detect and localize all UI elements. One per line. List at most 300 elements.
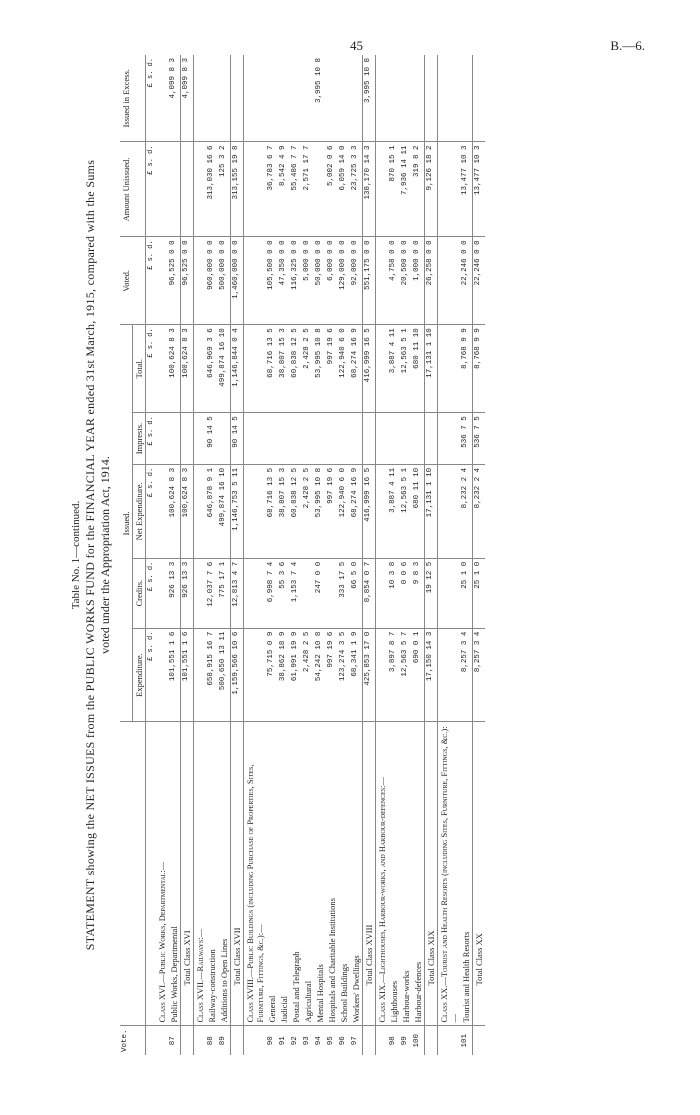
statement-subtitle: voted under the Appropriation Act, 1914. bbox=[97, 456, 112, 654]
vote-number: 90 bbox=[266, 1036, 275, 1046]
vote-number: 97 bbox=[350, 1036, 359, 1046]
issues-table bbox=[120, 55, 485, 1055]
empty-cell bbox=[156, 142, 168, 237]
total-header: Total. bbox=[132, 325, 145, 413]
total-unissued: 9,126 18 2 bbox=[424, 142, 437, 237]
units-label: £ s. d. bbox=[145, 55, 156, 142]
vote-cell bbox=[472, 1026, 485, 1055]
empty-cell bbox=[156, 413, 168, 465]
net-expenditure-header: Net Expenditure. bbox=[132, 464, 145, 558]
table-number: Table No. 1—continued. bbox=[70, 500, 82, 610]
amount-voted: 500,000 0 0 bbox=[218, 237, 231, 325]
amount-cred: 55 3 6 bbox=[278, 558, 290, 628]
amount-cred: 247 0 0 bbox=[314, 558, 326, 628]
amount-cred: 12,037 7 6 bbox=[206, 558, 218, 628]
empty-cell bbox=[193, 325, 206, 413]
class-title: Class XVII.—Railways:— bbox=[193, 722, 206, 1026]
empty-cell bbox=[243, 55, 266, 142]
amount-cred: 1,153 7 4 bbox=[290, 558, 302, 628]
total-exp: 17,150 14 3 bbox=[424, 628, 437, 722]
amount-net: 60,838 12 5 bbox=[290, 464, 302, 558]
empty-cell bbox=[375, 325, 388, 413]
amount-voted: 116,325 0 0 bbox=[290, 237, 302, 325]
amount-net: 3,887 4 11 bbox=[388, 464, 400, 558]
total-exp: 1,159,566 10 6 bbox=[230, 628, 243, 722]
class-total-label: Total Class XVIII bbox=[362, 722, 375, 1026]
total-voted: 22,246 0 0 bbox=[472, 237, 485, 325]
amount-excess bbox=[326, 55, 338, 142]
amount-exp: 3,897 8 7 bbox=[388, 628, 400, 722]
empty-cell bbox=[156, 325, 168, 413]
vote-number: 96 bbox=[338, 1036, 347, 1046]
total-cred: 926 13 3 bbox=[180, 558, 193, 628]
empty-cell bbox=[375, 464, 388, 558]
vote-number: 87 bbox=[168, 1036, 177, 1046]
class-total-row bbox=[180, 55, 193, 1055]
amount-total: 53,995 10 8 bbox=[314, 325, 326, 413]
item-label: Mental Hospitals bbox=[314, 722, 326, 1026]
title-block bbox=[70, 55, 112, 1055]
total-excess bbox=[230, 55, 243, 142]
class-total-row bbox=[472, 55, 485, 1055]
amount-excess bbox=[278, 55, 290, 142]
units-label: £ s. d. bbox=[145, 628, 156, 722]
amount-total: 680 11 10 bbox=[412, 325, 425, 413]
amount-excess bbox=[218, 55, 231, 142]
total-total: 1,146,844 0 4 bbox=[230, 325, 243, 413]
class-title: Class XVIII.—Public Buildings (including Purchase of Properties, Sites, Furniture, Fittings, &c.):— bbox=[243, 722, 266, 1026]
amount-imp bbox=[290, 413, 302, 465]
amount-cred: 333 17 5 bbox=[338, 558, 350, 628]
amount-excess: 3,995 10 8 bbox=[314, 55, 326, 142]
vote-number: 92 bbox=[290, 1036, 299, 1046]
amount-voted: 22,246 0 0 bbox=[460, 237, 473, 325]
amount-unissued: 7,936 14 11 bbox=[400, 142, 412, 237]
amount-exp: 54,242 10 8 bbox=[314, 628, 326, 722]
amount-imp bbox=[302, 413, 314, 465]
vote-cell bbox=[375, 1026, 388, 1055]
vote-number: 99 bbox=[400, 1036, 409, 1046]
amount-unissued: 13,477 10 3 bbox=[460, 142, 473, 237]
amount-voted: 96,525 0 0 bbox=[168, 237, 181, 325]
amount-voted: 129,000 0 0 bbox=[338, 237, 350, 325]
item-label: Hospitals and Charitable Institutions bbox=[326, 722, 338, 1026]
item-label: Railway-construction bbox=[206, 722, 218, 1026]
total-total: 17,131 1 10 bbox=[424, 325, 437, 413]
total-excess: 3,995 10 8 bbox=[362, 55, 375, 142]
description-header bbox=[120, 722, 146, 1026]
empty-cell bbox=[375, 628, 388, 722]
total-total: 8,768 9 9 bbox=[472, 325, 485, 413]
amount-cred: 66 5 0 bbox=[350, 558, 363, 628]
class-heading-row bbox=[375, 55, 388, 1055]
amount-cred: 6,998 7 4 bbox=[266, 558, 278, 628]
amount-unissued: 8,542 4 9 bbox=[278, 142, 290, 237]
vote-cell bbox=[424, 1026, 437, 1055]
vote-cell bbox=[230, 1026, 243, 1055]
empty-cell bbox=[437, 464, 460, 558]
amount-exp: 38,862 18 9 bbox=[278, 628, 290, 722]
amount-cred: 10 3 8 bbox=[388, 558, 400, 628]
amount-net: 68,274 16 9 bbox=[350, 464, 363, 558]
empty-cell bbox=[243, 413, 266, 465]
empty-cell bbox=[375, 55, 388, 142]
amount-excess bbox=[460, 55, 473, 142]
class-total-label: Total Class XIX bbox=[424, 722, 437, 1026]
total-exp: 101,551 1 6 bbox=[180, 628, 193, 722]
item-label: Lighthouses bbox=[388, 722, 400, 1026]
class-heading-row bbox=[243, 55, 266, 1055]
table-row bbox=[350, 55, 363, 1055]
total-voted: 26,258 0 0 bbox=[424, 237, 437, 325]
empty-cell bbox=[437, 413, 460, 465]
table-row bbox=[326, 55, 338, 1055]
vote-cell bbox=[180, 1026, 193, 1055]
amount-unissued: 55,486 7 7 bbox=[290, 142, 302, 237]
vote-number: 101 bbox=[460, 1033, 469, 1048]
empty-cell bbox=[437, 325, 460, 413]
item-label: Judicial bbox=[278, 722, 290, 1026]
vote-cell bbox=[362, 1026, 375, 1055]
amount-net: 680 11 10 bbox=[412, 464, 425, 558]
amount-total: 68,274 16 9 bbox=[350, 325, 363, 413]
empty-cell bbox=[193, 55, 206, 142]
item-label: Public Works, Departmental bbox=[168, 722, 181, 1026]
amount-total: 38,807 15 3 bbox=[278, 325, 290, 413]
amount-net: 646,878 9 1 bbox=[206, 464, 218, 558]
amount-net: 53,995 10 8 bbox=[314, 464, 326, 558]
amount-exp: 2,428 2 5 bbox=[302, 628, 314, 722]
amount-imp bbox=[338, 413, 350, 465]
credits-header: Credits. bbox=[132, 558, 145, 628]
table-row bbox=[302, 55, 314, 1055]
class-heading-row bbox=[437, 55, 460, 1055]
amount-excess bbox=[302, 55, 314, 142]
amount-excess bbox=[412, 55, 425, 142]
amount-unissued: 5,002 0 6 bbox=[326, 142, 338, 237]
amount-imp bbox=[412, 413, 425, 465]
amount-excess bbox=[290, 55, 302, 142]
vote-number: 100 bbox=[412, 1033, 421, 1048]
total-exp: 425,853 17 0 bbox=[362, 628, 375, 722]
table-row bbox=[400, 55, 412, 1055]
amount-excess bbox=[206, 55, 218, 142]
empty-cell bbox=[156, 237, 168, 325]
empty-cell bbox=[243, 325, 266, 413]
amount-total: 997 19 6 bbox=[326, 325, 338, 413]
amount-excess bbox=[350, 55, 363, 142]
empty-cell bbox=[193, 413, 206, 465]
class-total-row bbox=[230, 55, 243, 1055]
empty-cell bbox=[375, 558, 388, 628]
units-label: £ s. d. bbox=[145, 413, 156, 465]
vote-number: 91 bbox=[278, 1036, 287, 1046]
class-title: Class XX.—Tourist and Health Resorts (including Sites, Furniture, Fittings, &c.):— bbox=[437, 722, 460, 1026]
units-label: £ s. d. bbox=[145, 325, 156, 413]
empty-cell bbox=[156, 628, 168, 722]
vote-number: 95 bbox=[326, 1036, 335, 1046]
total-exp: 8,257 3 4 bbox=[472, 628, 485, 722]
vote-cell bbox=[193, 1026, 206, 1055]
amount-exp: 68,341 1 9 bbox=[350, 628, 363, 722]
item-label: School Buildings bbox=[338, 722, 350, 1026]
amount-unissued bbox=[168, 142, 181, 237]
amount-total: 122,940 6 0 bbox=[338, 325, 350, 413]
total-total: 416,999 16 5 bbox=[362, 325, 375, 413]
table-row bbox=[168, 55, 181, 1055]
vote-cell bbox=[243, 1026, 266, 1055]
total-net: 416,999 16 5 bbox=[362, 464, 375, 558]
item-label: Additions to Open Lines bbox=[218, 722, 231, 1026]
empty-cell bbox=[156, 558, 168, 628]
vote-cell bbox=[156, 1026, 168, 1055]
item-label: General bbox=[266, 722, 278, 1026]
class-total-label: Total Class XVI bbox=[180, 722, 193, 1026]
total-unissued: 138,170 14 3 bbox=[362, 142, 375, 237]
amount-exp: 12,563 5 7 bbox=[400, 628, 412, 722]
amount-net: 499,874 16 10 bbox=[218, 464, 231, 558]
total-voted: 96,525 0 0 bbox=[180, 237, 193, 325]
amount-voted: 47,350 0 0 bbox=[278, 237, 290, 325]
excess-header: Issued in Excess. bbox=[120, 55, 146, 142]
amount-voted: 1,000 0 0 bbox=[412, 237, 425, 325]
total-unissued: 313,155 19 8 bbox=[230, 142, 243, 237]
page-reference: B.—6. bbox=[610, 38, 645, 53]
class-total-label: Total Class XVII bbox=[230, 722, 243, 1026]
total-net: 100,624 8 3 bbox=[180, 464, 193, 558]
empty-cell bbox=[243, 464, 266, 558]
amount-total: 60,838 12 5 bbox=[290, 325, 302, 413]
amount-unissued: 125 3 2 bbox=[218, 142, 231, 237]
amount-cred: 926 13 3 bbox=[168, 558, 181, 628]
total-voted: 1,460,000 0 0 bbox=[230, 237, 243, 325]
imprests-header: Imprests. bbox=[132, 413, 145, 465]
amount-cred bbox=[326, 558, 338, 628]
amount-exp: 658,915 16 7 bbox=[206, 628, 218, 722]
total-imp bbox=[424, 413, 437, 465]
amount-net: 122,940 6 0 bbox=[338, 464, 350, 558]
amount-exp: 500,650 13 11 bbox=[218, 628, 231, 722]
class-title: Class XIX.—Lighthouses, Harbour-works, and Harbour-defences:— bbox=[375, 722, 388, 1026]
amount-exp: 75,715 0 9 bbox=[266, 628, 278, 722]
amount-cred: 775 17 1 bbox=[218, 558, 231, 628]
amount-imp bbox=[388, 413, 400, 465]
amount-net: 2,428 2 5 bbox=[302, 464, 314, 558]
class-title: Class XVI.—Public Works, Departmental:— bbox=[156, 722, 168, 1026]
total-excess bbox=[472, 55, 485, 142]
total-unissued bbox=[180, 142, 193, 237]
class-heading-row bbox=[156, 55, 168, 1055]
units-label: £ s. d. bbox=[145, 237, 156, 325]
total-net: 8,232 2 4 bbox=[472, 464, 485, 558]
amount-cred: 25 1 0 bbox=[460, 558, 473, 628]
amount-unissued: 23,725 3 3 bbox=[350, 142, 363, 237]
item-label: Workers' Dwellings bbox=[350, 722, 363, 1026]
amount-total: 68,716 13 5 bbox=[266, 325, 278, 413]
total-excess bbox=[424, 55, 437, 142]
total-net: 17,131 1 10 bbox=[424, 464, 437, 558]
amount-imp bbox=[218, 413, 231, 465]
empty-cell bbox=[193, 628, 206, 722]
table-row bbox=[266, 55, 278, 1055]
total-imp: 90 14 5 bbox=[230, 413, 243, 465]
amount-imp bbox=[314, 413, 326, 465]
amount-unissued: 319 8 2 bbox=[412, 142, 425, 237]
amount-exp: 101,551 1 6 bbox=[168, 628, 181, 722]
amount-net: 100,624 8 3 bbox=[168, 464, 181, 558]
empty-cell bbox=[243, 142, 266, 237]
amount-excess bbox=[338, 55, 350, 142]
amount-voted: 6,000 0 0 bbox=[326, 237, 338, 325]
amount-excess bbox=[266, 55, 278, 142]
empty-cell bbox=[437, 558, 460, 628]
table-row bbox=[460, 55, 473, 1055]
units-label: £ s. d. bbox=[145, 464, 156, 558]
class-total-row bbox=[424, 55, 437, 1055]
empty-cell bbox=[437, 55, 460, 142]
table-row bbox=[388, 55, 400, 1055]
amount-total: 8,768 9 9 bbox=[460, 325, 473, 413]
amount-imp bbox=[266, 413, 278, 465]
amount-imp bbox=[326, 413, 338, 465]
amount-exp: 123,274 3 5 bbox=[338, 628, 350, 722]
total-imp: 536 7 5 bbox=[472, 413, 485, 465]
amount-total: 12,563 5 1 bbox=[400, 325, 412, 413]
table-row bbox=[278, 55, 290, 1055]
empty-cell bbox=[193, 142, 206, 237]
total-total: 100,624 8 3 bbox=[180, 325, 193, 413]
amount-unissued: 313,030 16 6 bbox=[206, 142, 218, 237]
vote-cell bbox=[437, 1026, 460, 1055]
item-label: Postal and Telegraph bbox=[290, 722, 302, 1026]
empty-cell bbox=[156, 55, 168, 142]
total-cred: 12,813 4 7 bbox=[230, 558, 243, 628]
amount-imp bbox=[350, 413, 363, 465]
amount-excess: 4,099 8 3 bbox=[168, 55, 181, 142]
amount-net: 12,563 5 1 bbox=[400, 464, 412, 558]
amount-imp bbox=[278, 413, 290, 465]
amount-unissued: 2,571 17 7 bbox=[302, 142, 314, 237]
item-label: Harbour-defences bbox=[412, 722, 425, 1026]
vote-number: 98 bbox=[388, 1036, 397, 1046]
voted-header: Voted. bbox=[120, 237, 146, 325]
amount-exp: 690 0 1 bbox=[412, 628, 425, 722]
empty-cell bbox=[375, 413, 388, 465]
total-cred: 19 12 5 bbox=[424, 558, 437, 628]
amount-unissued: 870 15 1 bbox=[388, 142, 400, 237]
empty-cell bbox=[437, 142, 460, 237]
table-row bbox=[314, 55, 326, 1055]
total-imp bbox=[362, 413, 375, 465]
amount-exp: 61,991 19 9 bbox=[290, 628, 302, 722]
rotated-statement-page bbox=[70, 55, 650, 1055]
total-excess: 4,099 8 3 bbox=[180, 55, 193, 142]
empty-cell bbox=[437, 237, 460, 325]
amount-cred bbox=[302, 558, 314, 628]
item-label: Tourist and Health Resorts bbox=[460, 722, 473, 1026]
amount-voted: 960,000 0 0 bbox=[206, 237, 218, 325]
unissued-header: Amount Unissued. bbox=[120, 142, 146, 237]
page-number: 45 bbox=[350, 38, 363, 53]
amount-voted: 50,000 0 0 bbox=[314, 237, 326, 325]
item-label: Harbour-works bbox=[400, 722, 412, 1026]
total-imp bbox=[180, 413, 193, 465]
table-row bbox=[290, 55, 302, 1055]
amount-total: 2,428 2 5 bbox=[302, 325, 314, 413]
amount-net: 997 19 6 bbox=[326, 464, 338, 558]
total-voted: 551,175 0 0 bbox=[362, 237, 375, 325]
empty-cell bbox=[193, 464, 206, 558]
class-total-row bbox=[362, 55, 375, 1055]
empty-cell bbox=[156, 464, 168, 558]
amount-imp: 536 7 5 bbox=[460, 413, 473, 465]
units-label: £ s. d. bbox=[145, 558, 156, 628]
total-cred: 8,854 0 7 bbox=[362, 558, 375, 628]
amount-unissued bbox=[314, 142, 326, 237]
amount-imp: 90 14 5 bbox=[206, 413, 218, 465]
table-row bbox=[338, 55, 350, 1055]
amount-exp: 997 19 6 bbox=[326, 628, 338, 722]
amount-unissued: 36,783 6 7 bbox=[266, 142, 278, 237]
amount-voted: 92,000 0 0 bbox=[350, 237, 363, 325]
amount-voted: 4,758 0 0 bbox=[388, 237, 400, 325]
total-unissued: 13,477 10 3 bbox=[472, 142, 485, 237]
empty-cell bbox=[375, 142, 388, 237]
table-row bbox=[218, 55, 231, 1055]
amount-total: 100,624 8 3 bbox=[168, 325, 181, 413]
class-heading-row bbox=[193, 55, 206, 1055]
amount-total: 499,874 16 10 bbox=[218, 325, 231, 413]
table-body bbox=[156, 55, 485, 1055]
units-label: £ s. d. bbox=[145, 142, 156, 237]
amount-net: 8,232 2 4 bbox=[460, 464, 473, 558]
vote-number: 89 bbox=[218, 1036, 227, 1046]
amount-net: 68,716 13 5 bbox=[266, 464, 278, 558]
amount-net: 38,807 15 3 bbox=[278, 464, 290, 558]
issued-header: Issued. bbox=[120, 325, 133, 722]
empty-cell bbox=[375, 237, 388, 325]
empty-cell bbox=[243, 558, 266, 628]
amount-cred: 9 8 3 bbox=[412, 558, 425, 628]
amount-excess bbox=[388, 55, 400, 142]
amount-excess bbox=[400, 55, 412, 142]
vote-number: 94 bbox=[314, 1036, 323, 1046]
vote-number: 88 bbox=[206, 1036, 215, 1046]
table-row bbox=[412, 55, 425, 1055]
amount-unissued: 6,059 14 0 bbox=[338, 142, 350, 237]
amount-total: 646,969 3 6 bbox=[206, 325, 218, 413]
amount-imp bbox=[400, 413, 412, 465]
vote-number: 93 bbox=[302, 1036, 311, 1046]
total-net: 1,146,753 5 11 bbox=[230, 464, 243, 558]
expenditure-header: Expenditure. bbox=[132, 628, 145, 722]
empty-cell bbox=[243, 628, 266, 722]
statement-title: STATEMENT showing the NET ISSUES from the PUBLIC WORKS FUND for the FINANCIAL YEAR ended 31st March, 1915, compared with the Sums bbox=[83, 159, 98, 951]
amount-voted: 5,000 0 0 bbox=[302, 237, 314, 325]
class-total-label: Total Class XX bbox=[472, 722, 485, 1026]
empty-cell bbox=[437, 628, 460, 722]
amount-exp: 8,257 3 4 bbox=[460, 628, 473, 722]
vote-header: Vote. bbox=[120, 1026, 146, 1055]
amount-voted: 105,500 0 0 bbox=[266, 237, 278, 325]
item-label: Agricultural bbox=[302, 722, 314, 1026]
amount-cred: 0 0 6 bbox=[400, 558, 412, 628]
amount-total: 3,887 4 11 bbox=[388, 325, 400, 413]
empty-cell bbox=[193, 558, 206, 628]
table-row bbox=[206, 55, 218, 1055]
amount-voted: 20,500 0 0 bbox=[400, 237, 412, 325]
total-cred: 25 1 0 bbox=[472, 558, 485, 628]
